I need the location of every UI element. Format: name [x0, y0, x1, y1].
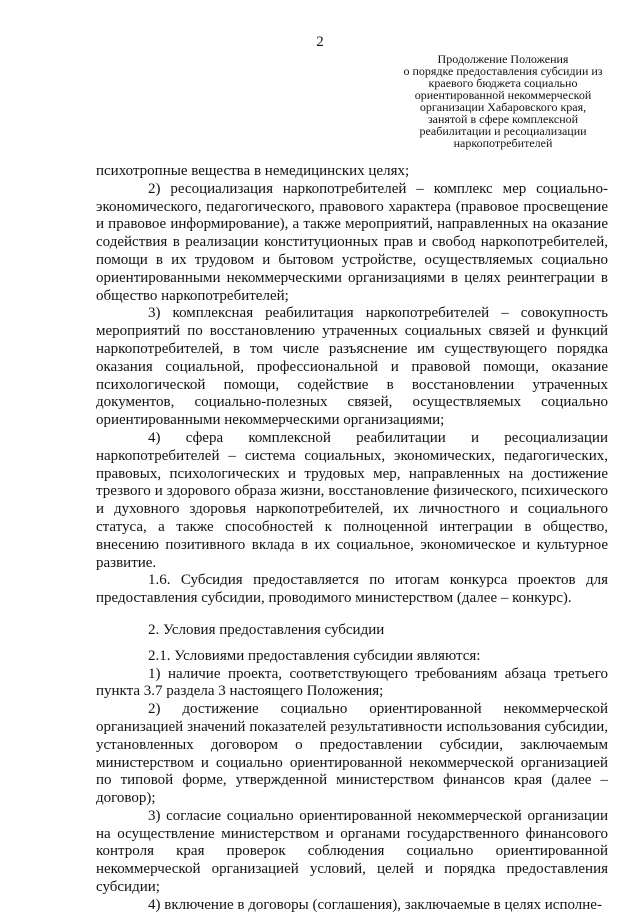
header-title: Продолжение Положения [437, 52, 569, 66]
paragraph: 4) сфера комплексной реабилитации и ресоциализации наркопотребителей – система социальных, экономических, педагогических, правовых, психологических и трудовых мер, направленных на достижение трезвого и здорового образа жизни, восстановление физического, психического и духовного здоровья наркопотребителей, их личностного и социального статуса, а также способностей к полноценной интеграции в общество, внесению позитивного вклада в их социальное, экономическое и культурное развитие. [96, 429, 608, 571]
section-heading: 2. Условия предоставления субсидии [148, 621, 385, 638]
header-subtitle: о порядке предоставления субсидии из краевого бюджета социально ориентированной некоммерческой организации Хабаровского края, занятой в сфере комплексной реабилитации и ресоциализации наркопотребителей [403, 64, 603, 150]
paragraph: 3) согласие социально ориентированной некоммерческой организации на осуществление министерством и органами государственного финансового контроля края проверок соблюдения социально ориентированной некоммерческой организацией условий, целей и порядка предоставления субсидии; [96, 807, 608, 896]
document-header [401, 53, 605, 149]
paragraph: 1) наличие проекта, соответствующего требованиям абзаца третьего пункта 3.7 раздела 3 настоящего Положения; [96, 665, 608, 700]
paragraph: психотропные вещества в немедицинских целях; [96, 163, 410, 179]
document-body [96, 163, 608, 915]
paragraph: 3) комплексная реабилитация наркопотребителей – совокупность мероприятий по восстановлению утраченных социальных связей и функций наркопотребителей, в том числе разъяснение им существующего порядка оказания социальной, профессиональной и правовой помощи, оказание психологической помощи, содействие в восстановлении утраченных документов, социально-полезных связей, осуществляемых социально ориентированными некоммерческими организациями; [96, 305, 608, 429]
paragraph: 1.6. Субсидия предоставляется по итогам конкурса проектов для предоставления субсидии, проводимого министерством (далее – конкурс). [96, 572, 608, 607]
page-number: 2 [316, 34, 324, 50]
paragraph: 2) ресоциализация наркопотребителей – комплекс мер социально-экономического, педагогического, правового характера (правовое просвещение и правовое информирование), а также мероприятий, направленных на оказание содействия в реализации конституционных прав и свобод наркопотребителей, помощи в их трудовом и бытовом устройстве, осуществляемых социально ориентированными некоммерческими организациями в целях реинтеграции в общество наркопотребителей; [96, 180, 608, 304]
paragraph: 2.1. Условиями предоставления субсидии являются: [148, 647, 481, 664]
paragraph: 4) включение в договоры (соглашения), заключаемые в целях исполне- [148, 896, 602, 913]
paragraph: 2) достижение социально ориентированной некоммерческой организацией значений показателей результативности использования субсидии, установленных договором о предоставлении субсидии, заключаемым министерством и социально ориентированной некоммерческой организацией по типовой форме, утвержденной министерством финансов края (далее – договор); [96, 701, 608, 807]
